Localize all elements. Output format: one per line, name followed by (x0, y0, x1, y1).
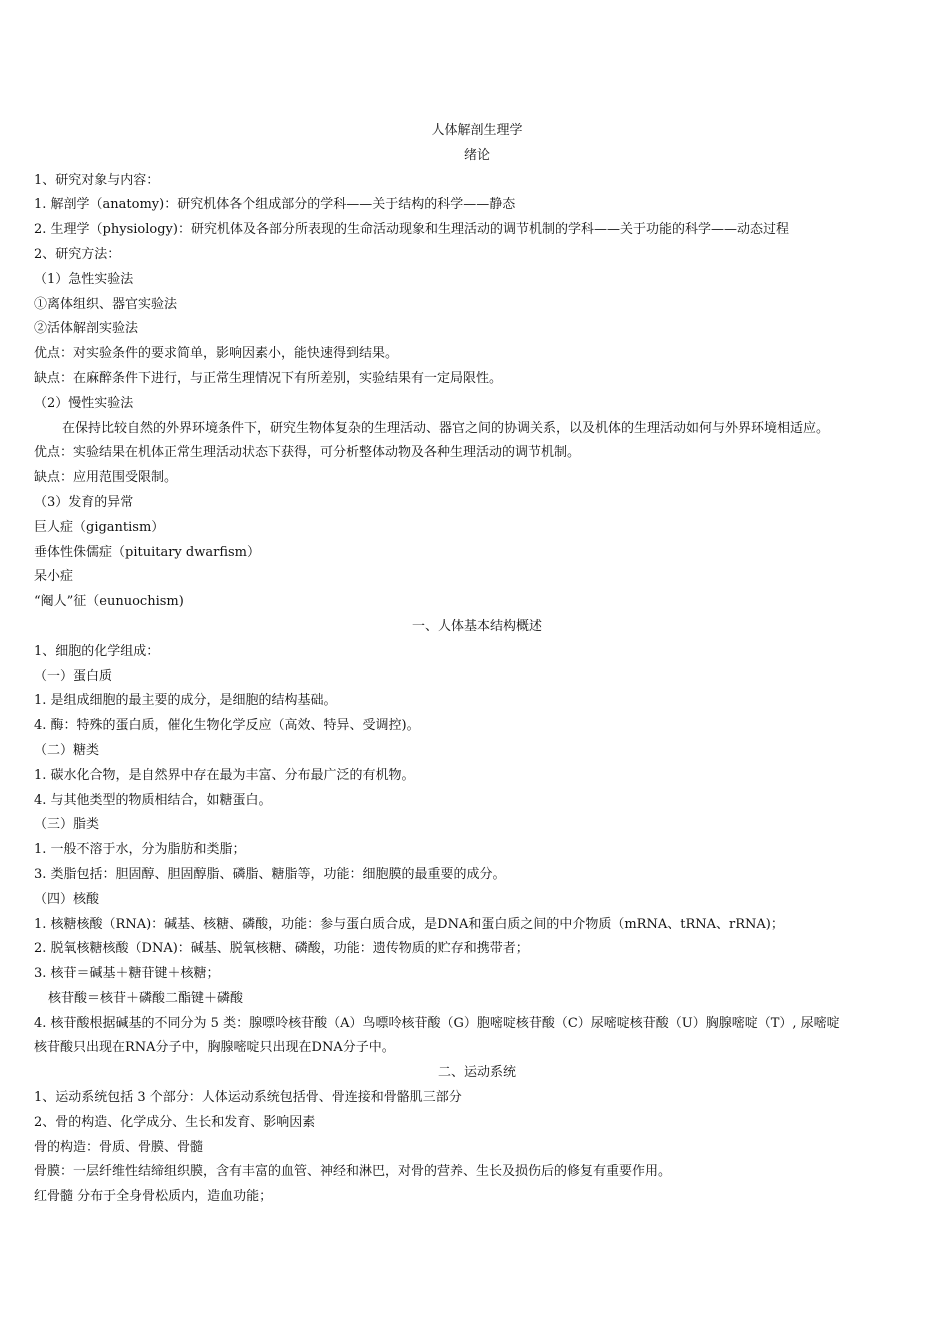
text-line: 垂体性侏儒症（pituitary dwarfism） (34, 544, 260, 560)
text-line: 1. 解剖学（anatomy)：研究机体各个组成部分的学科——关于结构的科学——静态 (34, 197, 516, 213)
text-line: 2、研究方法： (34, 246, 121, 262)
text-line: 4. 与其他类型的物质相结合，如糖蛋白。 (34, 792, 272, 808)
text-line: 1. 是组成细胞的最主要的成分，是细胞的结构基础。 (34, 693, 337, 709)
text-line: 缺点：应用范围受限制。 (34, 470, 178, 486)
document-title: 人体解剖生理学 (431, 123, 523, 138)
text-line: 在保持比较自然的外界环境条件下，研究生物体复杂的生理活动、器官之间的协调关系，以及机体的生理活动如何与外界环境相适应。 (62, 420, 830, 436)
text-line: 优点：对实验条件的要求简单，影响因素小，能快速得到结果。 (34, 346, 399, 362)
text-line: ①离体组织、器官实验法 (34, 296, 178, 312)
text-line: 核苷酸＝核苷＋磷酸二酯键＋磷酸 (48, 990, 244, 1006)
text-line: 1、运动系统包括 3 个部分：人体运动系统包括骨、骨连接和骨骼肌三部分 (34, 1090, 462, 1106)
text-line: ②活体解剖实验法 (34, 321, 139, 337)
text-line: 红骨髓 分布于全身骨松质内，造血功能； (34, 1189, 273, 1205)
text-line: 呆小症 (34, 569, 74, 585)
text-line: 3. 核苷＝碱基＋糖苷键＋核糖； (34, 966, 220, 982)
text-line: 骨膜：一层纤维性结缔组织膜，含有丰富的血管、神经和淋巴，对骨的营养、生长及损伤后的修复有重要作用。 (34, 1164, 672, 1180)
text-line: （2）慢性实验法 (34, 395, 134, 411)
text-line: 核苷酸只出现在RNA分子中，胸腺嘧啶只出现在DNA分子中。 (34, 1040, 395, 1056)
section-heading-introduction: 绪论 (463, 147, 490, 163)
text-line: （3）发育的异常 (34, 494, 134, 510)
text-line: 3. 类脂包括：胆固醇、胆固醇脂、磷脂、糖脂等，功能：细胞膜的最重要的成分。 (34, 866, 506, 882)
text-line: 缺点：在麻醉条件下进行，与正常生理情况下有所差别，实验结果有一定局限性。 (34, 370, 503, 386)
section-heading-basic-structure: 一、人体基本结构概述 (411, 618, 542, 634)
text-line: 1、研究对象与内容： (34, 172, 160, 188)
text-line: 骨的构造：骨质、骨膜、骨髓 (34, 1139, 204, 1155)
text-line: （四）核酸 (34, 891, 100, 907)
text-line: 1. 一般不溶于水，分为脂肪和类脂； (34, 842, 246, 858)
text-line: 1. 核糖核酸（RNA)：碱基、核糖、磷酸，功能：参与蛋白质合成，是DNA和蛋白质之间的中介物质（mRNA、tRNA、rRNA)； (34, 916, 784, 932)
text-line: 4. 核苷酸根据碱基的不同分为 5 类：腺嘌呤核苷酸（A）鸟嘌呤核苷酸（G）胞嘧啶核苷酸（C）尿嘧啶核苷酸（U）胸腺嘧啶（T）, 尿嘧啶 (34, 1015, 840, 1031)
text-line: 4. 酶：特殊的蛋白质，催化生物化学反应（高效、特异、受调控)。 (34, 718, 420, 734)
text-line: “阉人”征（eunuochism) (34, 594, 184, 610)
text-line: 2. 生理学（physiology)：研究机体及各部分所表现的生命活动现象和生理活动的调节机制的学科——关于功能的科学——动态过程 (34, 222, 789, 238)
text-line: 1. 碳水化合物，是自然界中存在最为丰富、分布最广泛的有机物。 (34, 767, 415, 783)
text-line: 2. 脱氧核糖核酸（DNA)：碱基、脱氧核糖、磷酸，功能：遗传物质的贮存和携带者； (34, 941, 529, 957)
text-line: 优点：实验结果在机体正常生理活动状态下获得，可分析整体动物及各种生理活动的调节机制。 (34, 445, 581, 461)
text-line: （1）急性实验法 (34, 271, 134, 287)
section-heading-motor-system: 二、运动系统 (437, 1065, 516, 1081)
text-line: 2、骨的构造、化学成分、生长和发育、影响因素 (34, 1114, 316, 1130)
text-line: 巨人症（gigantism） (34, 519, 165, 535)
text-line: 1、细胞的化学组成： (34, 643, 160, 659)
text-line: （三）脂类 (34, 817, 100, 833)
text-line: （一）蛋白质 (34, 668, 113, 684)
text-line: （二）糖类 (34, 742, 100, 758)
